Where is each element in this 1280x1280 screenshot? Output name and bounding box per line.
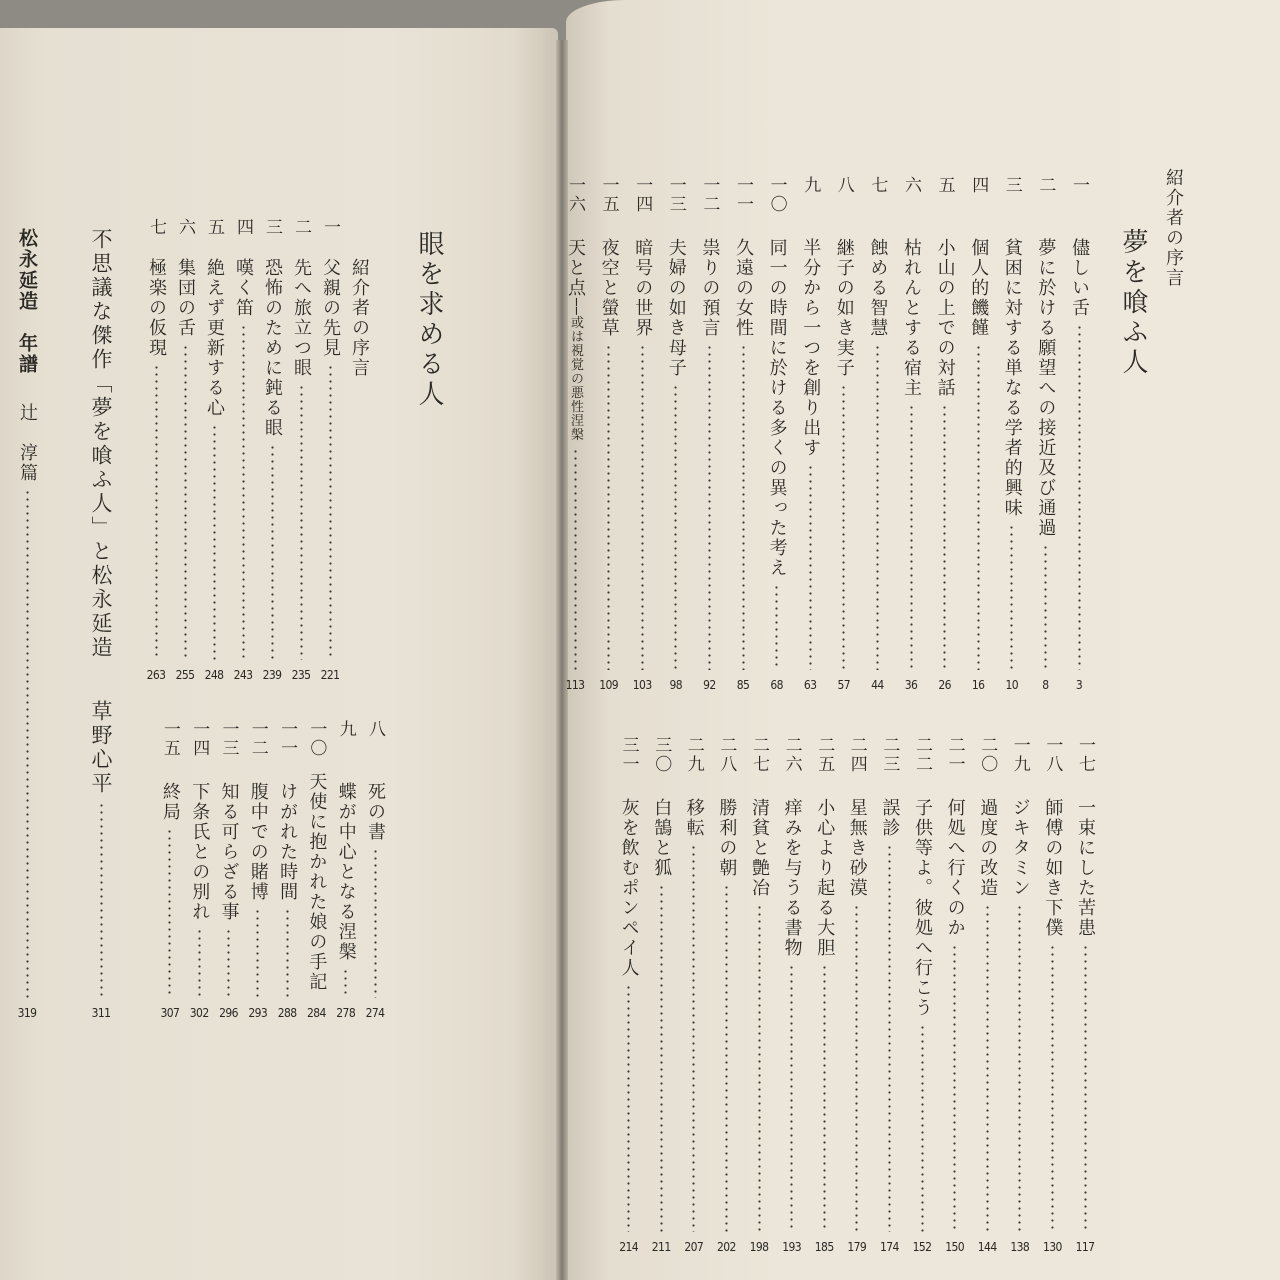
- chapter-number: 一七: [1075, 736, 1095, 774]
- leader-dots: [286, 908, 289, 998]
- chapter-number: 二六: [781, 736, 802, 774]
- toc-entry[interactable]: [746, 736, 772, 1254]
- chapter-number: 一〇: [306, 720, 327, 758]
- toc-entry[interactable]: [288, 218, 314, 682]
- chapter-title: 天使に抱かれた娘の手記: [306, 772, 328, 992]
- chapter-number: 二三: [879, 736, 900, 774]
- chapter-title: 久遠の女性: [733, 238, 754, 338]
- toc-entry[interactable]: [562, 176, 588, 692]
- toc-entry[interactable]: [1032, 176, 1058, 692]
- chapter-title: 絶えず更新する心: [204, 258, 225, 418]
- chapter-number: 四: [968, 176, 989, 195]
- chapter-number: 五: [204, 218, 224, 237]
- chronology-title: 松永延造 年譜: [16, 228, 38, 375]
- toc-entry[interactable]: [797, 176, 823, 692]
- toc-entry[interactable]: [1007, 736, 1033, 1254]
- leader-dots: [627, 984, 630, 1232]
- page-number: 255: [175, 668, 195, 682]
- toc-entry[interactable]: [346, 218, 372, 682]
- chapter-title: けがれた時間: [277, 782, 299, 902]
- chapter-title: 終局: [159, 782, 181, 822]
- leader-dots: [155, 364, 158, 660]
- page-number: 198: [749, 1240, 769, 1254]
- chronology-entry[interactable]: [14, 228, 40, 1020]
- chapter-number: 一二: [699, 176, 720, 214]
- leader-dots: [198, 928, 201, 998]
- page-number: 307: [160, 1006, 180, 1020]
- page-number: 239: [262, 668, 282, 682]
- chapter-number: 二七: [749, 736, 769, 774]
- chapter-number: 二: [1035, 176, 1056, 195]
- chapter-number: 一九: [1009, 736, 1030, 774]
- chapter-subtitle: ──或は視覚の悪性涅槃: [568, 298, 583, 442]
- toc-entry[interactable]: [1066, 176, 1092, 692]
- leader-dots: [953, 944, 956, 1232]
- leader-dots: [842, 384, 845, 670]
- leader-dots: [1018, 904, 1021, 1232]
- chapter-number: 七: [146, 218, 166, 237]
- chapter-title: 儘しい舌: [1069, 238, 1090, 318]
- part-title-me: 眼を求める人: [414, 230, 444, 410]
- chapter-title: 死の書: [365, 782, 386, 842]
- chapter-number: 四: [233, 218, 253, 237]
- toc-entry[interactable]: [317, 218, 343, 682]
- toc-entry[interactable]: [942, 736, 968, 1254]
- chapter-number: 一〇: [766, 176, 787, 214]
- chapter-title: 蝕める智慧: [867, 238, 889, 338]
- leader-dots: [242, 324, 245, 660]
- intro-heading: 紹介者の序言: [1163, 168, 1184, 288]
- toc-entry[interactable]: [932, 176, 958, 692]
- page-number: 211: [651, 1240, 671, 1254]
- toc-entry[interactable]: [844, 736, 870, 1254]
- page-number: 44: [871, 678, 884, 692]
- leader-dots: [213, 424, 216, 660]
- toc-entry[interactable]: [864, 176, 890, 692]
- chapter-title: 集団の舌: [175, 258, 196, 338]
- chapter-number: 二: [291, 218, 311, 237]
- chapter-number: 二九: [683, 736, 704, 774]
- leader-dots: [943, 404, 946, 670]
- chapter-title: 知る可らざる事: [218, 782, 240, 922]
- chapter-number: 三: [262, 218, 282, 237]
- chapter-number: 二八: [716, 736, 737, 774]
- page-number: 263: [146, 668, 166, 682]
- page-number: 117: [1075, 1240, 1095, 1254]
- page-number: 221: [320, 668, 340, 682]
- leader-dots: [300, 384, 303, 660]
- chapter-number: 一五: [159, 720, 180, 758]
- leader-dots: [855, 904, 858, 1232]
- page-number: 150: [945, 1240, 964, 1254]
- chapter-number: 二二: [912, 736, 932, 774]
- page-number: 16: [971, 678, 985, 692]
- toc-entry[interactable]: [616, 736, 642, 1254]
- toc-entry[interactable]: [201, 218, 227, 682]
- toc-entry[interactable]: [974, 736, 1000, 1254]
- leader-dots: [26, 489, 29, 998]
- leader-dots: [641, 344, 644, 670]
- chapter-title: 小山の上での対話: [934, 238, 956, 398]
- toc-entry[interactable]: [333, 720, 359, 1020]
- chapter-number: 一: [1069, 176, 1089, 195]
- leader-dots: [1051, 944, 1054, 1232]
- toc-entry[interactable]: [596, 176, 622, 692]
- chapter-number: 二一: [944, 736, 965, 774]
- page-number: 144: [977, 1240, 997, 1254]
- leader-dots: [660, 884, 663, 1232]
- chapter-title: 過度の改造: [977, 798, 999, 898]
- toc-entry[interactable]: [274, 720, 300, 1020]
- chapter-number: 三: [1001, 176, 1022, 195]
- chapter-title: ジキタミン: [1009, 798, 1031, 898]
- chapter-title: 勝利の朝: [716, 798, 738, 878]
- chapter-number: 五: [934, 176, 955, 195]
- toc-entry[interactable]: [999, 176, 1025, 692]
- chapter-title: 夜空と螢草: [598, 238, 620, 338]
- chapter-title: 先へ旅立つ眼: [291, 258, 312, 378]
- chapter-title: 蝶が中心となる涅槃: [335, 782, 357, 962]
- chapter-number: 一一: [277, 720, 298, 758]
- toc-entry[interactable]: [1039, 736, 1065, 1254]
- toc-entry[interactable]: [1072, 736, 1098, 1254]
- leader-dots: [742, 344, 745, 670]
- chapter-title: 星無き砂漠: [846, 798, 868, 898]
- chapter-title: 枯れんとする宿主: [901, 238, 922, 398]
- chapter-number: 一: [320, 218, 340, 237]
- page-number: 288: [277, 1006, 297, 1020]
- chapter-number: 三〇: [651, 736, 672, 774]
- page-number: 179: [847, 1240, 867, 1254]
- chapter-title: 極楽の仮現: [146, 258, 167, 358]
- page-number: 68: [770, 678, 783, 692]
- leader-dots: [574, 448, 577, 670]
- page-number: 185: [814, 1240, 834, 1254]
- leader-dots: [100, 802, 103, 998]
- chapter-number: 一一: [733, 176, 753, 214]
- chapter-number: 二五: [814, 736, 835, 774]
- chapter-title: 天と点: [565, 238, 586, 298]
- leader-dots: [692, 844, 695, 1232]
- leader-dots: [329, 364, 332, 660]
- toc-entry[interactable]: [779, 736, 805, 1254]
- chapter-title: 嘆く笛: [233, 258, 254, 318]
- page-number: 98: [669, 678, 683, 692]
- chapter-title: 痒みを与うる書物: [781, 798, 803, 958]
- toc-entry[interactable]: [681, 736, 707, 1254]
- page-number: 214: [619, 1240, 638, 1254]
- chapter-title: 暗号の世界: [632, 238, 654, 338]
- leader-dots: [758, 904, 761, 1232]
- chapter-title: 継子の如き実子: [833, 238, 855, 378]
- chapter-title: 誤診: [879, 798, 901, 838]
- page-number: 174: [879, 1240, 899, 1254]
- leader-dots: [910, 404, 913, 670]
- chapter-title: 白鵠と狐: [651, 798, 673, 878]
- toc-entry[interactable]: [811, 736, 837, 1254]
- page-number: 243: [233, 668, 253, 682]
- chapter-number: 一六: [565, 176, 585, 214]
- chronology-editor: 辻 淳篇: [17, 403, 38, 483]
- leader-dots: [790, 964, 793, 1232]
- chapter-title: 恐怖のために鈍る眼: [262, 258, 283, 438]
- page-number: 63: [803, 678, 817, 692]
- chapter-title: 夫婦の如き母子: [665, 238, 687, 378]
- chapter-number: 一四: [632, 176, 653, 214]
- leader-dots: [876, 344, 879, 670]
- leader-dots: [256, 908, 259, 998]
- page-number: 10: [1005, 678, 1019, 692]
- chapter-title: 同一の時間に於ける多くの異った考え: [766, 238, 788, 578]
- chapter-number: 六: [175, 218, 195, 237]
- chapter-number: 一二: [247, 720, 268, 758]
- chapter-title: 父親の先見: [320, 258, 341, 358]
- toc-entry[interactable]: [362, 720, 388, 1020]
- chapter-title: 子供等よ。彼処へ行こう: [912, 798, 933, 1018]
- page-number: 319: [17, 1006, 37, 1020]
- leader-dots: [344, 968, 347, 998]
- page-number: 113: [565, 678, 585, 692]
- chapter-title: 一束にした苦患: [1075, 798, 1096, 938]
- chapter-title: 清貧と艶冶: [749, 798, 770, 898]
- page-number: 235: [291, 668, 311, 682]
- chapter-title: 師傅の如き下僕: [1042, 798, 1064, 938]
- chapter-title: 貧困に対する単なる学者的興味: [1001, 238, 1023, 518]
- page-number: 130: [1042, 1240, 1062, 1254]
- chapter-title: 腹中での賭博: [247, 782, 269, 902]
- essay-title: 不思議な傑作「夢を喰ふ人」と松永延造: [89, 228, 113, 660]
- toc-entry[interactable]: [648, 736, 674, 1254]
- page-number: 248: [204, 668, 224, 682]
- leader-dots: [775, 584, 778, 670]
- toc-entry[interactable]: [909, 736, 935, 1254]
- toc-entry[interactable]: [216, 720, 242, 1020]
- chapter-title: 祟りの預言: [699, 238, 721, 338]
- toc-entry[interactable]: [713, 736, 739, 1254]
- page-number: 109: [599, 678, 618, 692]
- page-number: 92: [703, 678, 716, 692]
- chapter-number: 九: [335, 720, 356, 739]
- toc-entry[interactable]: [764, 176, 790, 692]
- page-number: 293: [248, 1006, 268, 1020]
- page-number: 202: [716, 1240, 736, 1254]
- leader-dots: [725, 884, 728, 1232]
- leader-dots: [888, 844, 891, 1232]
- chapter-number: 二四: [846, 736, 867, 774]
- leader-dots: [977, 344, 980, 670]
- page-number: 36: [904, 678, 918, 692]
- part-title-yume: 夢を喰ふ人: [1118, 228, 1148, 378]
- page-number: 152: [912, 1240, 932, 1254]
- toc-entry[interactable]: [143, 218, 169, 682]
- toc-entry[interactable]: [157, 720, 183, 1020]
- page-number: 85: [736, 678, 750, 692]
- toc-entry[interactable]: [831, 176, 857, 692]
- chapter-number: 七: [867, 176, 888, 195]
- page-number: 193: [782, 1240, 801, 1254]
- chapter-number: 八: [833, 176, 854, 195]
- leader-dots: [1084, 944, 1087, 1232]
- page-number: 103: [632, 678, 652, 692]
- toc-entry[interactable]: [876, 736, 902, 1254]
- chapter-number: 二〇: [977, 736, 998, 774]
- chapter-title: 移転: [683, 798, 705, 838]
- leader-dots: [374, 848, 377, 998]
- toc-entry[interactable]: [303, 720, 329, 1020]
- toc-entry[interactable]: [696, 176, 722, 692]
- page-number: 302: [189, 1006, 209, 1020]
- chapter-title: 夢に於ける願望への接近及び通過: [1035, 238, 1057, 538]
- leader-dots: [674, 384, 677, 670]
- toc-entry[interactable]: [230, 218, 256, 682]
- leader-dots: [986, 904, 989, 1232]
- leader-dots: [921, 1024, 924, 1232]
- toc-entry[interactable]: [730, 176, 756, 692]
- page-number: 296: [219, 1006, 238, 1020]
- kusano-entry[interactable]: [88, 700, 114, 1020]
- kusano-name: 草野心平: [89, 700, 113, 796]
- page-number: 26: [938, 678, 951, 692]
- toc-entry[interactable]: [663, 176, 689, 692]
- page-number: 3: [1075, 678, 1083, 692]
- toc-entry[interactable]: [629, 176, 655, 692]
- chapter-number: 九: [800, 176, 821, 195]
- page-number: 207: [684, 1240, 704, 1254]
- leader-dots: [184, 344, 187, 660]
- page-number: 284: [306, 1006, 326, 1020]
- leader-dots: [708, 344, 711, 670]
- leader-dots: [1078, 324, 1081, 670]
- chapter-number: 三一: [618, 736, 639, 774]
- page-number: 8: [1042, 678, 1049, 692]
- toc-entry[interactable]: [259, 218, 285, 682]
- toc-entry[interactable]: [172, 218, 198, 682]
- chapter-title: 半分から一つを創り出す: [800, 238, 822, 458]
- page-number: 311: [91, 1006, 111, 1020]
- chapter-title: 紹介者の序言: [349, 258, 370, 378]
- toc-entry[interactable]: [186, 720, 212, 1020]
- toc-entry[interactable]: [965, 176, 991, 692]
- chapter-title: 小心より起る大胆: [814, 798, 836, 958]
- leader-dots: [1044, 544, 1047, 670]
- chapter-title: 灰を飲むポンペイ人: [618, 798, 640, 978]
- toc-entry[interactable]: [898, 176, 924, 692]
- page-number: 57: [837, 678, 851, 692]
- chapter-title: 下条氏との別れ: [189, 782, 211, 922]
- toc-entry[interactable]: [245, 720, 271, 1020]
- chapter-number: 一三: [218, 720, 239, 758]
- chapter-number: 一五: [598, 176, 619, 214]
- chapter-number: 八: [365, 720, 385, 739]
- leader-dots: [168, 828, 171, 998]
- page-number: 138: [1010, 1240, 1030, 1254]
- chapter-title: 個人的饑饉: [968, 238, 990, 338]
- chapter-title: 何処へ行くのか: [944, 798, 966, 938]
- page-number: 274: [365, 1006, 385, 1020]
- chapter-number: 六: [901, 176, 921, 195]
- leader-dots: [1010, 524, 1013, 670]
- chapter-number: 一八: [1042, 736, 1063, 774]
- leader-dots: [227, 928, 230, 998]
- leader-dots: [809, 464, 812, 670]
- chapter-number: 一四: [189, 720, 210, 758]
- leader-dots: [607, 344, 610, 670]
- page-number: 278: [336, 1006, 356, 1020]
- leader-dots: [271, 444, 274, 660]
- chapter-number: 一三: [665, 176, 686, 214]
- leader-dots: [823, 964, 826, 1232]
